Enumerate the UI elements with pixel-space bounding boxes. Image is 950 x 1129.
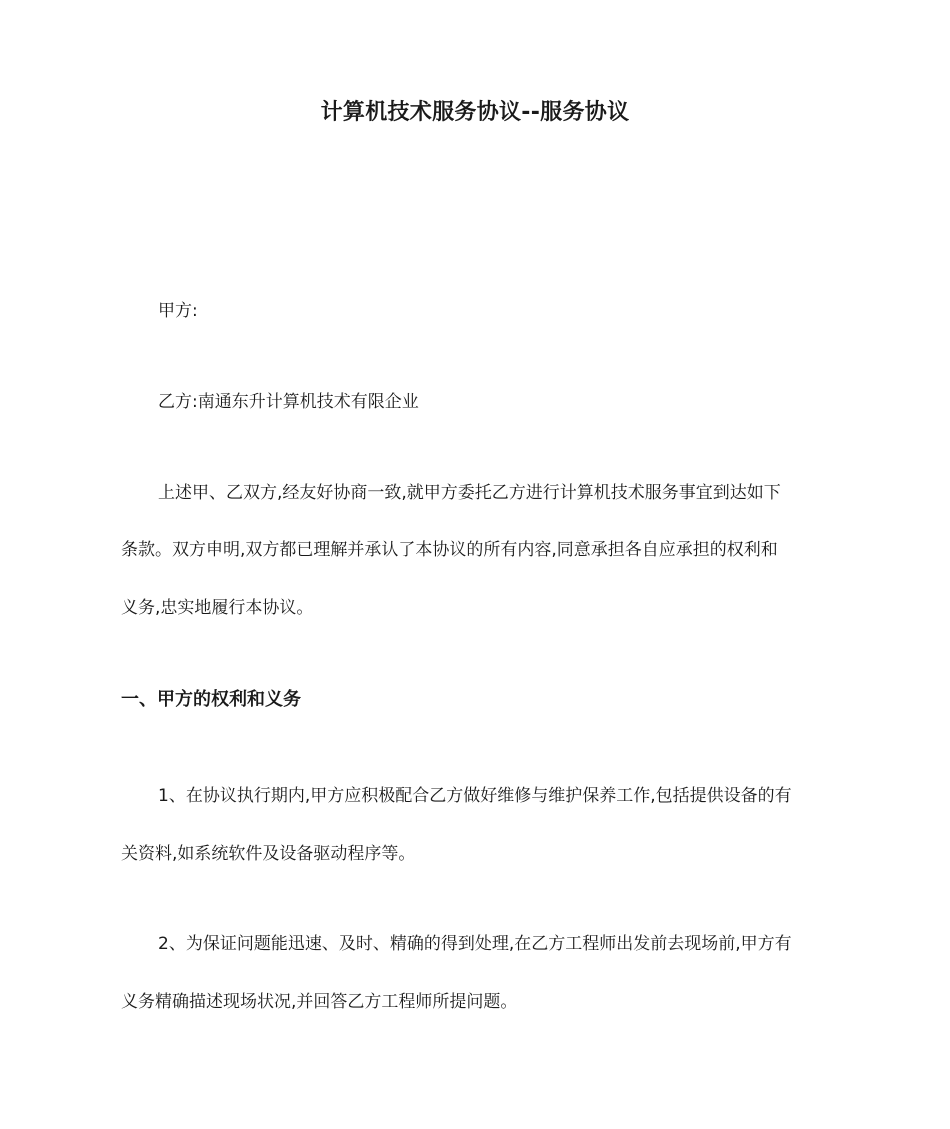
party-b-line: 乙方:南通东升计算机技术有限企业 [158,392,419,412]
item-1-line-1: 1、在协议执行期内,甲方应积极配合乙方做好维修与维护保养工作,包括提供设备的有 [158,786,792,806]
intro-line-1: 上述甲、乙双方,经友好协商一致,就甲方委托乙方进行计算机技术服务事宜到达如下 [158,483,781,503]
item-1-line-2: 关资料,如系统软件及设备驱动程序等。 [121,844,416,864]
party-a-line: 甲方: [158,301,198,321]
intro-line-3: 义务,忠实地履行本协议。 [121,598,314,618]
item-2-line-2: 义务精确描述现场状况,并回答乙方工程师所提问题。 [121,992,518,1012]
item-2-line-1: 2、为保证问题能迅速、及时、精确的得到处理,在乙方工程师出发前去现场前,甲方有 [158,934,792,954]
intro-line-2: 条款。双方申明,双方都已理解并承认了本协议的所有内容,同意承担各自应承担的权利和 [121,540,778,560]
section-1-heading: 一、甲方的权利和义务 [121,689,301,710]
document-title: 计算机技术服务协议--服务协议 [320,100,630,125]
